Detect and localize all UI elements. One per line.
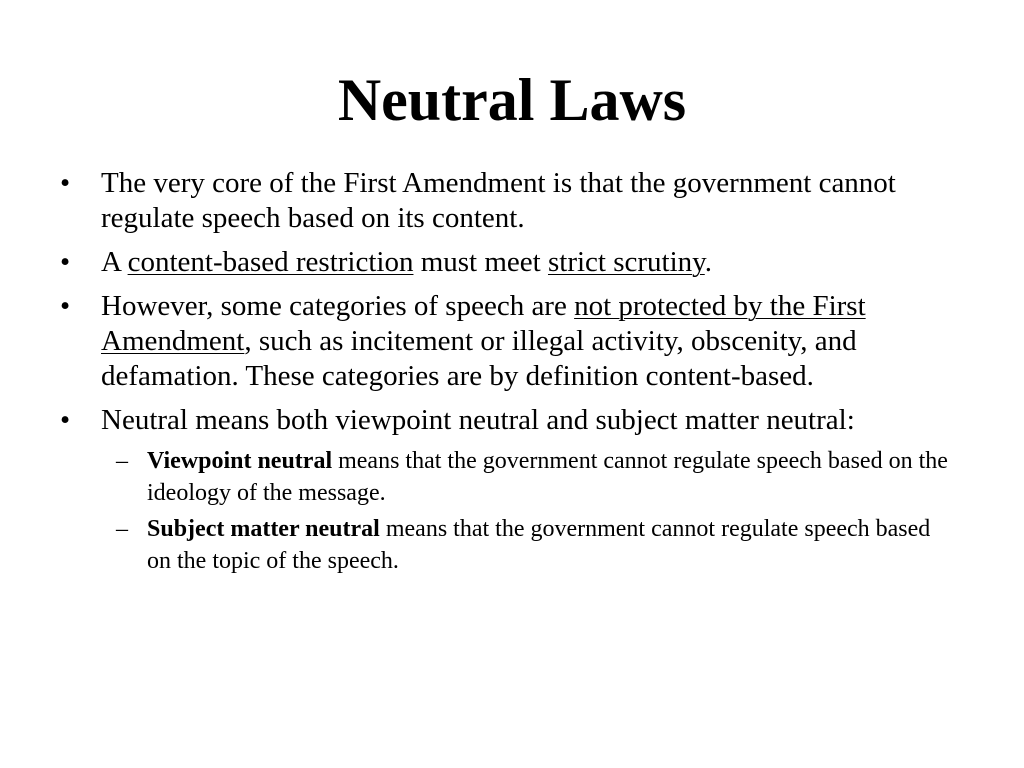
bullet-glyph: • — [60, 246, 71, 278]
bullet-item — [60, 245, 960, 280]
bullet-text-pre: However, some categories of speech are — [101, 290, 575, 322]
bullet-text: Neutral means both viewpoint neutral and subject matter neutral: — [101, 404, 855, 436]
bullet-item — [60, 166, 960, 236]
bullet-item — [60, 403, 960, 577]
bullet-text: The very core of the First Amendment is that the government cannot regulate speech based on its content. — [101, 167, 896, 234]
sub-bullet-term: Subject matter neutral — [147, 516, 380, 542]
sub-bullet-list — [101, 445, 960, 577]
sub-bullet-item — [101, 513, 960, 577]
sub-bullet-text: means that the government cannot regulate speech based on the topic of the speech. — [147, 516, 931, 574]
bullet-text-mid: must meet — [413, 246, 548, 278]
underlined-term: strict scrutiny — [547, 246, 705, 278]
bullet-glyph: • — [60, 167, 71, 199]
sub-bullet-item — [101, 445, 960, 509]
dash-glyph: – — [116, 448, 128, 474]
bullet-text-post: . — [704, 246, 713, 278]
sub-bullet-term: Viewpoint neutral — [147, 448, 333, 474]
sub-bullet-text: means that the government cannot regulate speech based on the ideology of the message. — [147, 448, 948, 506]
bullet-item — [60, 289, 960, 394]
dash-glyph: – — [116, 516, 128, 542]
bullet-list — [60, 166, 960, 586]
bullet-text-pre: A — [101, 246, 128, 278]
bullet-glyph: • — [60, 290, 71, 322]
underlined-term: content-based restriction — [127, 246, 414, 278]
bullet-glyph: • — [60, 404, 71, 436]
bullet-text-post: , such as incitement or illegal activity, obscenity, and defamation. These categories are by definition content-based. — [101, 325, 857, 392]
slide-title: Neutral Laws — [337, 67, 687, 133]
underlined-term: not protected by the First Amendment — [101, 290, 866, 357]
